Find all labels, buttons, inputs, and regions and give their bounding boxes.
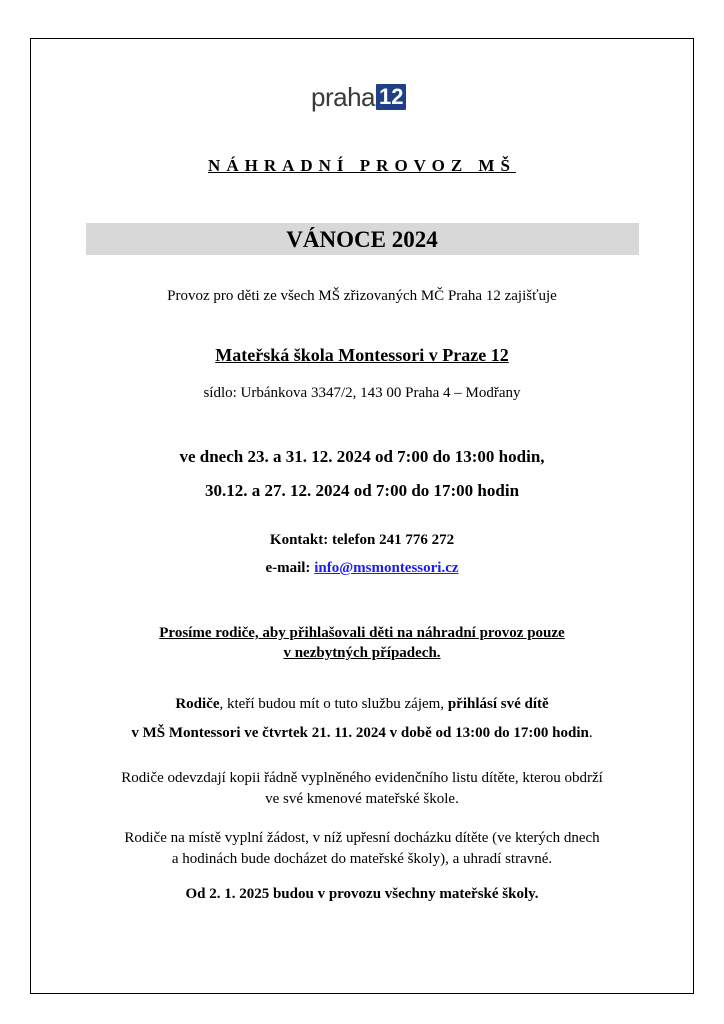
registration-date: v MŠ Montessori ve čtvrtek 21. 11. 2024 v době od 13:00 do 17:00 hodin (131, 725, 589, 741)
email-link[interactable]: info@msmontessori.cz (314, 560, 459, 576)
final-note: Od 2. 1. 2025 budou v provozu všechny mateřské školy. (185, 886, 539, 902)
contact-phone: Kontakt: telefon 241 776 272 (269, 532, 455, 548)
school-address: sídlo: Urbánkova 3347/2, 143 00 Praha 4 – Modřany (203, 385, 521, 401)
email-label: e-mail: (265, 560, 311, 576)
document-title: NÁHRADNÍ PROVOZ MŠ (208, 156, 516, 175)
logo-number: 12 (376, 84, 406, 110)
dates-line-1: ve dnech 23. a 31. 12. 2024 od 7:00 do 13:00 hodin, (179, 447, 545, 466)
copy-line-1: Rodiče odevzdají kopii řádně vyplněného evidenčního listu dítěte, kterou obdrží (121, 770, 603, 786)
request-line-2: v nezbytných případech. (283, 645, 441, 661)
contact-email-row (30, 560, 694, 577)
registration-line-2 (30, 725, 694, 742)
copy-line-2: ve své kmenové mateřské škole. (265, 791, 459, 807)
registration-end: . (588, 725, 593, 741)
praha12-logo (311, 82, 406, 112)
fill-line-2: a hodinách bude docházet do mateřské školy), a uhradí stravné. (171, 851, 553, 867)
registration-action: přihlásí své dítě (447, 696, 549, 712)
registration-middle: , kteří budou mít o tuto službu zájem, (219, 696, 448, 712)
request-line-1: Prosíme rodiče, aby přihlašovali děti na náhradní provoz pouze (159, 625, 565, 641)
logo-word: praha (311, 82, 375, 112)
fill-line-1: Rodiče na místě vyplní žádost, v níž upřesní docházku dítěte (ve kterých dnech (124, 830, 600, 846)
dates-line-2: 30.12. a 27. 12. 2024 od 7:00 do 17:00 hodin (204, 481, 520, 500)
school-name: Mateřská škola Montessori v Praze 12 (215, 345, 509, 365)
banner-heading: VÁNOCE 2024 (286, 227, 438, 252)
registration-parents: Rodiče (175, 696, 220, 712)
intro-text: Provoz pro děti ze všech MŠ zřizovaných MČ Praha 12 zajišťuje (167, 288, 557, 304)
registration-line-1 (30, 696, 694, 713)
